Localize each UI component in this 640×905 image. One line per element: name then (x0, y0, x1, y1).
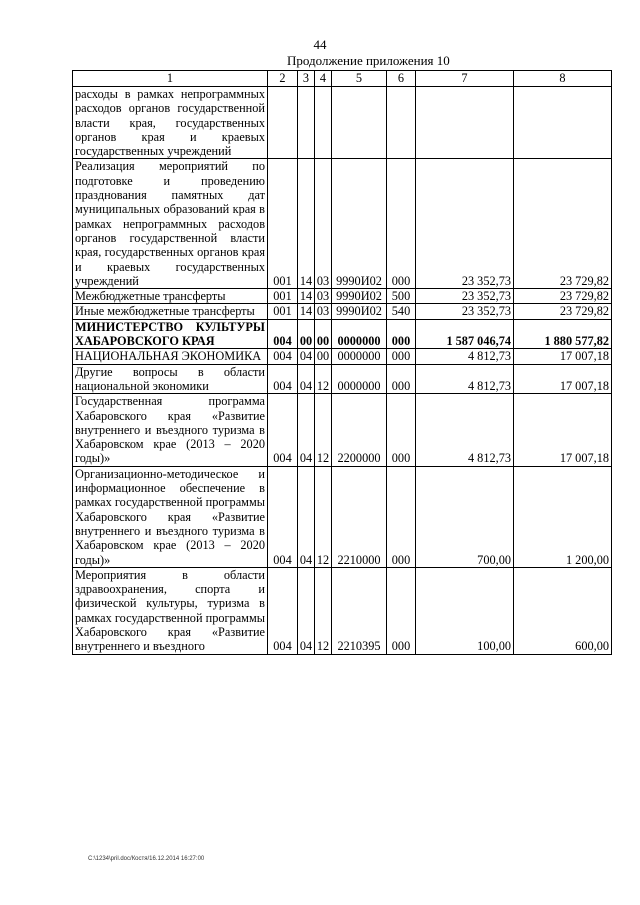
row-code-section: 04 (298, 567, 315, 654)
row-amount-2: 1 200,00 (514, 466, 612, 567)
row-code-subsection: 00 (315, 349, 332, 364)
row-code-target: 9990И02 (332, 304, 387, 319)
row-amount-1: 700,00 (416, 466, 514, 567)
row-code-type: 000 (387, 466, 416, 567)
row-code-admin: 004 (268, 319, 298, 349)
header-col-7: 7 (416, 71, 514, 87)
row-code-admin: 004 (268, 466, 298, 567)
row-name: НАЦИОНАЛЬНАЯ ЭКОНОМИКА (73, 349, 268, 364)
table-row (73, 394, 612, 466)
row-code-target: 2210000 (332, 466, 387, 567)
row-code-type: 500 (387, 289, 416, 304)
header-row (73, 71, 612, 87)
row-code-admin: 004 (268, 349, 298, 364)
table-row (73, 349, 612, 364)
row-code-admin: 001 (268, 304, 298, 319)
table-row (73, 159, 612, 289)
row-code-subsection: 12 (315, 567, 332, 654)
row-amount-1 (416, 87, 514, 159)
row-code-type (387, 87, 416, 159)
row-code-admin: 004 (268, 567, 298, 654)
row-code-type: 000 (387, 349, 416, 364)
row-amount-2: 17 007,18 (514, 364, 612, 394)
row-code-subsection: 12 (315, 466, 332, 567)
header-col-6: 6 (387, 71, 416, 87)
row-amount-1: 4 812,73 (416, 394, 514, 466)
header-col-4: 4 (315, 71, 332, 87)
row-amount-2: 17 007,18 (514, 349, 612, 364)
row-code-type: 000 (387, 319, 416, 349)
table-row (73, 289, 612, 304)
table-row (73, 319, 612, 349)
row-code-subsection: 00 (315, 319, 332, 349)
file-path-footer: C:\1234\pril.doc/Костя/16.12.2014 16:27:00 (88, 856, 205, 862)
table-row (73, 364, 612, 394)
row-code-target: 9990И02 (332, 289, 387, 304)
row-code-section: 14 (298, 159, 315, 289)
row-code-type: 000 (387, 364, 416, 394)
row-code-type: 540 (387, 304, 416, 319)
row-name: Организационно-методическое и информационное обеспечение в рамках государственной программы Хабаровского края «Развитие внутреннего и въездного туризма в Хабаровском крае (2013 – 2020 годы)» (73, 466, 268, 567)
row-code-target (332, 87, 387, 159)
row-code-target: 0000000 (332, 364, 387, 394)
row-code-section: 04 (298, 394, 315, 466)
row-code-subsection: 03 (315, 304, 332, 319)
row-name: Межбюджетные трансферты (73, 289, 268, 304)
row-code-target: 0000000 (332, 349, 387, 364)
row-code-type: 000 (387, 159, 416, 289)
continuation-title: Продолжение приложения 10 (287, 53, 450, 68)
row-amount-2: 23 729,82 (514, 159, 612, 289)
row-amount-1: 100,00 (416, 567, 514, 654)
row-code-section (298, 87, 315, 159)
row-amount-1: 23 352,73 (416, 159, 514, 289)
header-col-1: 1 (73, 71, 268, 87)
row-amount-1: 23 352,73 (416, 304, 514, 319)
table-row (73, 304, 612, 319)
header-col-2: 2 (268, 71, 298, 87)
row-code-target: 2200000 (332, 394, 387, 466)
row-code-section: 14 (298, 289, 315, 304)
row-amount-1: 4 812,73 (416, 364, 514, 394)
row-amount-2: 600,00 (514, 567, 612, 654)
row-amount-2: 17 007,18 (514, 394, 612, 466)
header-col-8: 8 (514, 71, 612, 87)
row-code-target: 2210395 (332, 567, 387, 654)
row-code-subsection: 12 (315, 364, 332, 394)
row-name: Другие вопросы в области национальной экономики (73, 364, 268, 394)
header-col-5: 5 (332, 71, 387, 87)
budget-table (72, 70, 612, 655)
row-code-target: 9990И02 (332, 159, 387, 289)
row-amount-1: 23 352,73 (416, 289, 514, 304)
row-code-admin: 001 (268, 289, 298, 304)
page-number: 44 (313, 37, 327, 52)
row-amount-2: 1 880 577,82 (514, 319, 612, 349)
row-code-target: 0000000 (332, 319, 387, 349)
row-code-subsection: 03 (315, 159, 332, 289)
table-row (73, 466, 612, 567)
row-name: Реализация мероприятий по подготовке и проведению празднования памятных дат муниципальных образований края в рамках непрограммных расходов органов государственной власти края, государственных органов края и краевых государственных учреждений (73, 159, 268, 289)
row-name: Государственная программа Хабаровского края «Развитие внутреннего и въездного туризма в Хабаровском крае (2013 – 2020 годы)» (73, 394, 268, 466)
row-code-section: 14 (298, 304, 315, 319)
row-code-admin: 001 (268, 159, 298, 289)
row-code-subsection: 12 (315, 394, 332, 466)
row-code-type: 000 (387, 394, 416, 466)
row-code-admin: 004 (268, 394, 298, 466)
row-amount-2: 23 729,82 (514, 289, 612, 304)
row-code-subsection: 03 (315, 289, 332, 304)
row-code-section: 00 (298, 319, 315, 349)
row-name: Иные межбюджетные трансферты (73, 304, 268, 319)
row-code-admin (268, 87, 298, 159)
row-amount-2 (514, 87, 612, 159)
row-code-admin: 004 (268, 364, 298, 394)
table-row (73, 87, 612, 159)
row-code-type: 000 (387, 567, 416, 654)
row-code-section: 04 (298, 364, 315, 394)
row-amount-1: 1 587 046,74 (416, 319, 514, 349)
row-name: Мероприятия в области здравоохранения, спорта и физической культуры, туризма в рамках государственной программы Хабаровского края «Развитие внутреннего и въездного (73, 567, 268, 654)
row-code-section: 04 (298, 466, 315, 567)
row-name: МИНИСТЕРСТВО КУЛЬТУРЫ ХАБАРОВСКОГО КРАЯ (73, 319, 268, 349)
header-col-3: 3 (298, 71, 315, 87)
row-code-subsection (315, 87, 332, 159)
row-amount-1: 4 812,73 (416, 349, 514, 364)
row-code-section: 04 (298, 349, 315, 364)
table-row (73, 567, 612, 654)
row-amount-2: 23 729,82 (514, 304, 612, 319)
row-name: расходы в рамках непрограммных расходов органов государственной власти края, государственных органов края и краевых государственных учреждений (73, 87, 268, 159)
